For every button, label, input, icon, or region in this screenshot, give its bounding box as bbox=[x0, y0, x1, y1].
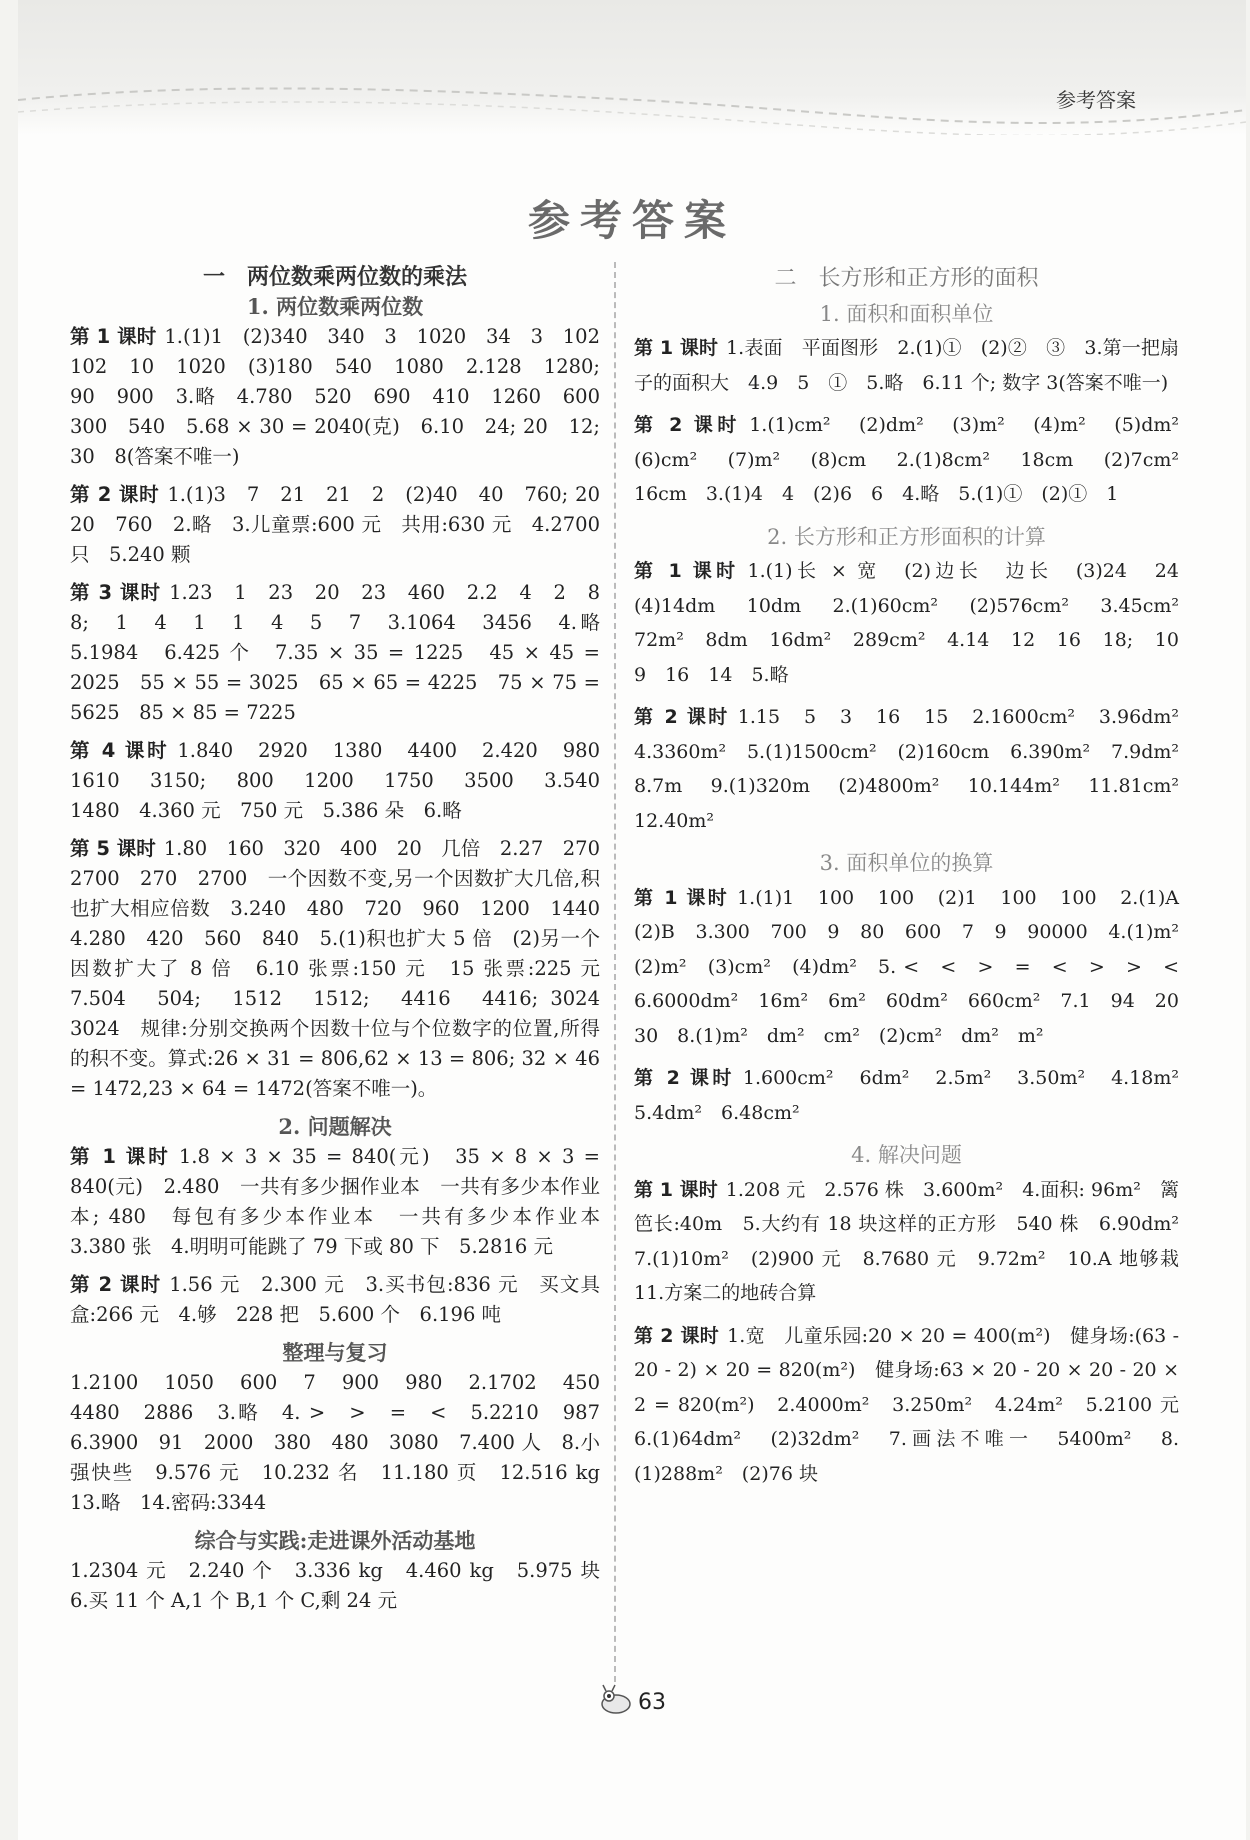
right-column bbox=[634, 262, 1199, 1499]
lesson-label: 第 2 课时 bbox=[634, 706, 730, 728]
lesson-label: 第 2 课时 bbox=[634, 414, 742, 436]
lesson-answers bbox=[634, 1173, 1199, 1311]
lesson-text: 1.23 1 23 20 23 460 2.2 4 2 8 8; 1 4 1 1 4 5 7 3.1064 3456 4.略 5.1984 6.425 个 7.35 × 35 = 1225 45 × 45 = 2025 55 × 55 = 3025 65 × 65 = 4225 75 × 75 = 5625 85 × 85 = 7225 bbox=[70, 581, 620, 724]
lesson-label: 第 1 课时 bbox=[634, 337, 719, 359]
lesson-text: 1.56 元 2.300 元 3.买书包:836 元 买文具盒:266 元 4.够 228 把 5.600 个 6.196 吨 bbox=[70, 1273, 601, 1326]
lesson-answers bbox=[70, 1556, 620, 1616]
answer-page bbox=[18, 0, 1246, 1840]
lesson-answers bbox=[70, 834, 620, 1104]
lesson-label: 第 1 课时 bbox=[70, 325, 157, 348]
page-title: 参考答案 bbox=[527, 196, 736, 245]
subsection-title: 1. 两位数乘两位数 bbox=[246, 294, 424, 319]
column-divider bbox=[614, 262, 616, 1682]
footer bbox=[18, 1690, 1246, 1715]
lesson-answers bbox=[634, 408, 1199, 512]
left-column bbox=[70, 262, 620, 1624]
lesson-label: 第 1 课时 bbox=[634, 560, 740, 582]
lesson-answers bbox=[634, 331, 1179, 400]
lesson-text: 1.600cm² 6dm² 2.5m² 3.50m² 4.18m² 5.4dm² 6.48cm² bbox=[634, 1067, 1199, 1124]
lesson-answers bbox=[70, 578, 620, 728]
header-band bbox=[18, 0, 1246, 135]
lesson-answers bbox=[634, 1061, 1199, 1130]
lesson-text: 1.(1)1 100 100 (2)1 100 100 2.(1)A (2)B 3.300 700 9 80 600 7 9 90000 4.(1)m² (2)m² (3)cm² (4)dm² 5. < < > = < > > < 6.6000dm² 16m² 6m² 60dm² 660cm² 7.1 94 20 30 8.(1)m² dm² cm² (2)cm² dm² m² bbox=[634, 886, 1199, 1047]
lesson-label: 第 3 课时 bbox=[70, 581, 162, 604]
lesson-answers bbox=[634, 554, 1199, 692]
lesson-answers bbox=[70, 736, 620, 826]
lesson-label: 第 5 课时 bbox=[70, 837, 156, 860]
lesson-label: 第 2 课时 bbox=[70, 1273, 162, 1296]
lesson-text: 1.(1)cm² (2)dm² (3)m² (4)m² (5)dm² (6)cm² (7)m² (8)cm 2.(1)8cm² 18cm (2)7cm² 16cm 3.(1)4 4 (2)6 6 4.略 5.(1)① (2)① 1 bbox=[634, 414, 1199, 505]
lesson-answers bbox=[634, 1319, 1199, 1492]
lesson-label: 第 1 课时 bbox=[634, 1178, 718, 1201]
lesson-answers bbox=[70, 1368, 620, 1518]
lesson-answers bbox=[70, 322, 620, 472]
lesson-text: 1.2100 1050 600 7 900 980 2.1702 450 4480 2886 3.略 4. > > = < 5.2210 987 6.3900 91 2000 380 480 3080 7.400 人 8.小强快些 9.576 元 10.232 名 11.180 页 12.516 kg 13.略 14.密码:3344 bbox=[70, 1371, 620, 1514]
lesson-answers bbox=[70, 480, 620, 570]
lesson-text: 1.2304 元 2.240 个 3.336 kg 4.460 kg 5.975 块 6.买 11 个 A,1 个 B,1 个 C,剩 24 元 bbox=[70, 1559, 620, 1612]
subsection-title: 整理与复习 bbox=[282, 1340, 388, 1365]
lesson-answers bbox=[634, 700, 1199, 838]
lesson-text: 1.15 5 3 16 15 2.1600cm² 3.96dm² 4.3360m² 5.(1)1500cm² (2)160cm 6.390m² 7.9dm² 8.7m 9.(1)320m (2)4800m² 10.144m² 11.81cm² 12.40m² bbox=[634, 706, 1199, 832]
lesson-text: 1.80 160 320 400 20 几倍 2.27 270 2700 270 2700 一个因数不变,另一个因数扩大几倍,积也扩大相应倍数 3.240 480 720 960 1200 1440 4.280 420 560 840 5.(1)积也扩大 5 倍 (2)另一个因数扩大了 8 倍 6.10 张票:150 元 15 张票:225 元 7.504 504; 1512 1512; 4416 4416; 3024 3024 规律:分别交换两个因数十位与个位数字的位置,所得的积不变。算式:26 × 31 = 806,62 × 13 = 806; 32 × 46 = 1472,23 × 64 = 1472(答案不唯一)。 bbox=[70, 837, 620, 1100]
subsection-title: 3. 面积单位的换算 bbox=[819, 851, 994, 875]
wave-decoration bbox=[18, 0, 1246, 135]
lesson-answers bbox=[70, 1142, 620, 1262]
header-label: 参考答案 bbox=[1056, 88, 1136, 112]
section-title: 二 长方形和正方形的面积 bbox=[774, 266, 1039, 291]
lesson-text: 1.(1)3 7 21 21 2 (2)40 40 760; 20 20 760 2.略 3.儿童票:600 元 共用:630 元 4.2700 只 5.240 颗 bbox=[70, 483, 620, 566]
lesson-label: 第 1 课时 bbox=[634, 886, 730, 909]
lesson-text: 1.8 × 3 × 35 = 840(元) 35 × 8 × 3 = 840(元) 2.480 一共有多少捆作业本 一共有多少本作业本; 480 每包有多少本作业本 一共有多少本作业本 3.380 张 4.明明可能跳了 79 下或 80 下 5.2816 元 bbox=[70, 1145, 620, 1258]
page-number bbox=[598, 1690, 666, 1715]
subsection-title: 综合与实践:走进课外活动基地 bbox=[194, 1528, 476, 1553]
lesson-label: 第 2 课时 bbox=[634, 1324, 720, 1347]
lesson-text: 1.(1)长 × 宽 (2)边长 边长 (3)24 24 (4)14dm 10dm 2.(1)60cm² (2)576cm² 3.45cm² 72m² 8dm 16dm² 289cm² 4.14 12 16 18; 10 9 16 14 5.略 bbox=[634, 560, 1199, 686]
section-title: 一 两位数乘两位数的乘法 bbox=[202, 264, 467, 290]
lesson-text: 1.表面 平面图形 2.(1)① (2)② ③ 3.第一把扇子的面积大 4.9 5 ① 5.略 6.11 个; 数字 3(答案不唯一) bbox=[634, 337, 1179, 394]
lesson-text: 1.208 元 2.576 株 3.600m² 4.面积: 96m² 篱笆长:40m 5.大约有 18 块这样的正方形 540 株 6.90dm² 7.(1)10m² (2)900 元 8.7680 元 9.72m² 10.A 地够栽 11.方案二的地砖合算 bbox=[634, 1178, 1199, 1304]
lesson-text: 1.840 2920 1380 4400 2.420 980 1610 3150; 800 1200 1750 3500 3.540 1480 4.360 元 750 元 5.386 朵 6.略 bbox=[70, 739, 620, 822]
lesson-label: 第 4 课时 bbox=[70, 739, 170, 762]
lesson-answers bbox=[70, 1270, 600, 1330]
lesson-text: 1.(1)1 (2)340 340 3 1020 34 3 102 102 10 1020 (3)180 540 1080 2.128 1280; 90 900 3.略 4.780 520 690 410 1260 600 300 540 5.68 × 30 = 2040(克) 6.10 24; 20 12; 30 8(答案不唯一) bbox=[70, 325, 620, 468]
subsection-title: 1. 面积和面积单位 bbox=[819, 301, 994, 326]
subsection-title: 4. 解决问题 bbox=[851, 1143, 962, 1167]
lesson-answers bbox=[634, 881, 1199, 1054]
subsection-title: 2. 长方形和正方形面积的计算 bbox=[767, 524, 1046, 549]
subsection-title: 2. 问题解决 bbox=[278, 1114, 392, 1139]
lesson-label: 第 2 课时 bbox=[634, 1067, 735, 1089]
lesson-text: 1.宽 儿童乐园:20 × 20 = 400(m²) 健身场:(63 - 20 - 2) × 20 = 820(m²) 健身场:63 × 20 - 20 × 20 - 20 × 2 = 820(m²) 2.4000m² 3.250m² 4.24m² 5.2100 元 6.(1)64dm² (2)32dm² 7.画法不唯一 5400m² 8.(1)288m² (2)76 块 bbox=[634, 1324, 1199, 1485]
snail-mascot-icon bbox=[598, 1684, 634, 1716]
lesson-label: 第 2 课时 bbox=[70, 483, 160, 506]
page-number-text: 63 bbox=[638, 1690, 666, 1715]
lesson-label: 第 1 课时 bbox=[70, 1145, 171, 1168]
